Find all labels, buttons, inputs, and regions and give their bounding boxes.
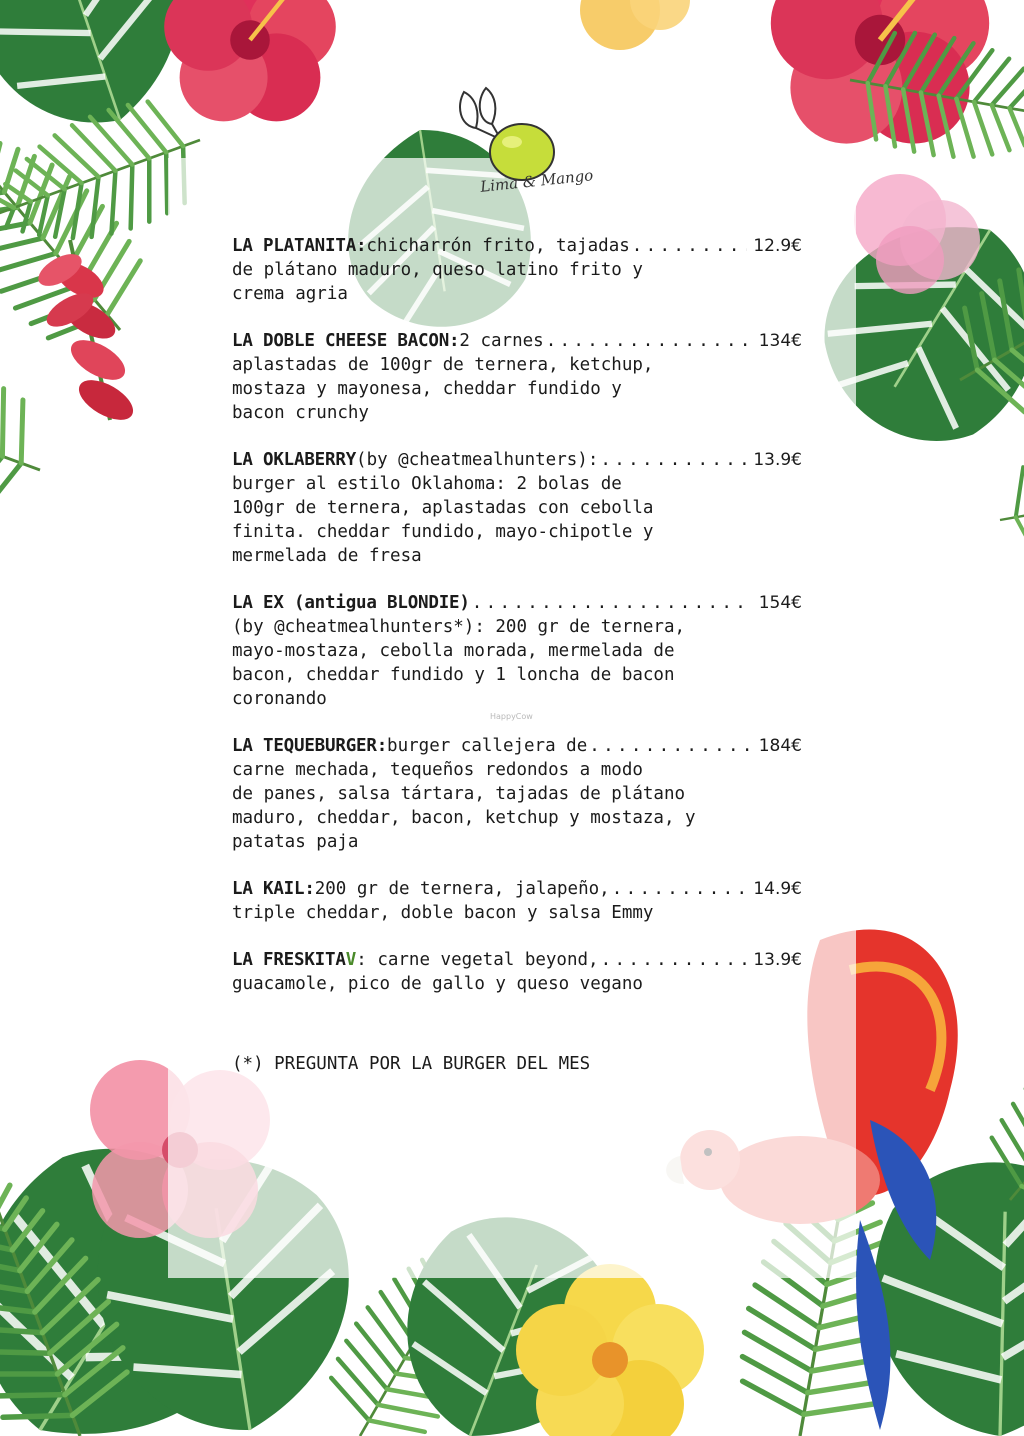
item-description-start: 200 gr de ternera, jalapeño, <box>314 879 610 899</box>
item-description-start: burger callejera de <box>387 736 588 756</box>
vegan-mark-icon: V <box>345 950 357 970</box>
item-description: carne mechada, tequeños redondos a modo de panes, salsa tártara, tajadas de plátano maduro, cheddar, bacon, ketchup y mostaza, y patatas paja <box>232 760 696 852</box>
burger-menu-list <box>232 234 802 1019</box>
item-name: LA OKLABERRY <box>232 450 357 470</box>
lemon-icon <box>440 66 590 216</box>
item-description-start: : carne vegetal beyond, <box>356 950 599 970</box>
item-name: LA TEQUEBURGER: <box>232 736 388 756</box>
item-price: 12.9€ <box>753 236 802 256</box>
dot-leader <box>610 877 748 901</box>
item-name: LA KAIL: <box>232 879 315 899</box>
menu-item-platanita <box>232 234 802 306</box>
dot-leader <box>630 234 748 258</box>
item-price: 14.9€ <box>753 879 802 899</box>
item-description: aplastadas de 100gr de ternera, ketchup, mostaza y mayonesa, cheddar fundido y bacon crunchy <box>232 355 654 423</box>
item-description: de plátano maduro, queso latino frito y crema agria <box>232 260 643 304</box>
logo-text: Lima & Mango <box>479 166 595 196</box>
dot-leader <box>598 448 747 472</box>
footnote: (*) PREGUNTA POR LA BURGER DEL MES <box>232 1054 591 1074</box>
item-price: 184€ <box>758 736 802 756</box>
item-name: LA EX (antigua BLONDIE) <box>232 593 470 613</box>
item-name: LA DOBLE CHEESE BACON: <box>232 331 460 351</box>
item-description-start: 2 carnes <box>459 331 544 351</box>
menu-item-freskita <box>232 948 802 996</box>
watermark: HappyCow <box>490 712 533 721</box>
item-description: burger al estilo Oklahoma: 2 bolas de 100gr de ternera, aplastadas con cebolla finita. cheddar fundido, mayo-chipotle y mermelada de fresa <box>232 474 654 566</box>
item-description-start: chicharrón frito, tajadas <box>366 236 630 256</box>
item-name: LA FRESKITA <box>232 950 346 970</box>
dot-leader <box>470 591 753 615</box>
item-name: LA PLATANITA: <box>232 236 367 256</box>
item-price: 134€ <box>758 331 802 351</box>
menu-item-doble-cheese-bacon <box>232 329 802 425</box>
item-description: guacamole, pico de gallo y queso vegano <box>232 974 643 994</box>
item-description: (by @cheatmealhunters*): 200 gr de ternera, mayo-mostaza, cebolla morada, mermelada de bacon, cheddar fundido y 1 loncha de bacon coronando <box>232 617 686 709</box>
menu-item-oklaberry <box>232 448 802 568</box>
item-price: 154€ <box>758 593 802 613</box>
item-price: 13.9€ <box>753 450 802 470</box>
item-description: triple cheddar, doble bacon y salsa Emmy <box>232 903 654 923</box>
item-description-start: (by @cheatmealhunters): <box>356 450 599 470</box>
menu-item-kail <box>232 877 802 925</box>
item-price: 13.9€ <box>753 950 802 970</box>
dot-leader <box>587 734 753 758</box>
dot-leader <box>544 329 753 353</box>
dot-leader <box>599 948 748 972</box>
menu-item-la-ex <box>232 591 802 711</box>
menu-item-tequeburger <box>232 734 802 854</box>
